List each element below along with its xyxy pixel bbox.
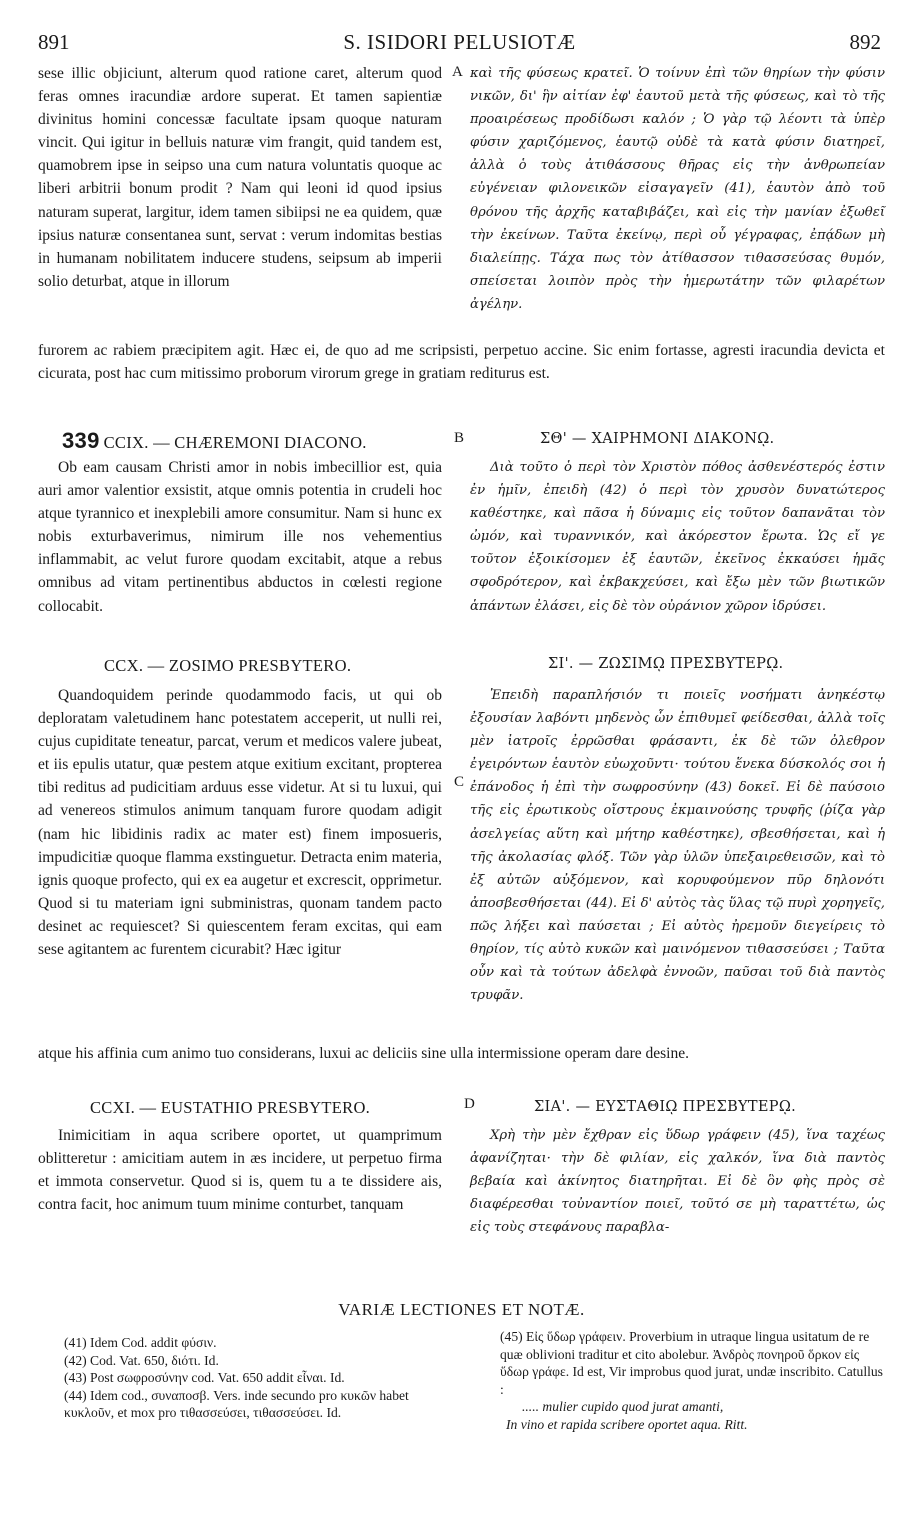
- letter-ccix-greek-text: Διὰ τοῦτο ὁ περὶ τὸν Χριστὸν πόθος ἀσθενέστερός ἐστιν ἐν ἡμῖν, ἐπειδὴ (42) ὁ περὶ τὸν χρυσὸν δυνατώτερος καθέστηκε, καὶ πᾶσα ἡ δύναμις εἰς τοῦτον δαπανᾶται τὸν ὠμόν, καὶ τυραννικόν, καὶ ἀκόρεστον ἔρωτα. Ὡς εἴ γε τοῦτον ἐξοικίσομεν ἐξ ἑαυτῶν, ἐκεῖνος ἐκκαύσει ἡμᾶς σφοδρότερον, καὶ ἐκβακχεύσει, καὶ ἔξω μὲν τῶν βιωτικῶν ἁπάντων ἐλάσει, εἰς δὲ τὸν οὐράνιον χῶρον ἱδρύσει.: [470, 460, 885, 614]
- margin-marker-a: A: [452, 64, 463, 80]
- note-45-quote-line-2: In vino et rapida scribere oportet aqua. Ritt.: [506, 1416, 748, 1432]
- letter-ccix-greek: [470, 456, 885, 618]
- notes-left-column: [64, 1334, 456, 1422]
- running-head: [38, 30, 881, 60]
- note-44: (44) Idem cod., συναποσβ. Vers. inde secundo pro κυκῶν habet κυκλοῦν, et mox pro τιθασσεύσει, τιθασσεύσει. Id.: [64, 1387, 409, 1420]
- column-number: 339: [62, 428, 100, 453]
- note-41: (41) Idem Cod. addit φύσιν.: [64, 1335, 217, 1350]
- letter-ccx-greek-title: ΣΙ'. — ΖΩΣΙΜῼ ΠΡΕΣΒΥΤΕΡῼ.: [548, 656, 784, 672]
- note-45: (45) Εἰς ὕδωρ γράφειν. Proverbium in utraque lingua usitatum de re quæ oblivioni traditur et cito abolebur. Ἀνδρὸς πονηροῦ ὅρκον εἰς ὕδωρ γράφε. Id est, Vir improbus quod jurat, undæ inscribito. Catullus :: [500, 1329, 883, 1397]
- note-45-quote-line-1: ..... mulier cupido quod jurat amanti,: [522, 1399, 724, 1414]
- letter-ccxi-latin-title: CCXI. — EUSTATHIO PRESBYTERO.: [90, 1098, 371, 1117]
- running-title: S. ISIDORI PELUSIOTÆ: [343, 30, 576, 54]
- page-number-right: 892: [849, 30, 881, 54]
- letter-ccx-latin-title: CCX. — ZOSIMO PRESBYTERO.: [104, 656, 352, 675]
- letter-ccx-greek-text: Ἐπειδὴ παραπλήσιόν τι ποιεῖς νοσήματι ἀνηκέστῳ ἐξουσίαν λαβόντι μηδενὸς ὧν ἐπιθυμεῖ φείδεσθαι, ἀλλὰ τοῖς μὲν ἰατροῖς ἐρρῶσθαι φράσαντι, ἐκ δὲ τῶν ὀλεθρον ἐγειρόντων ἑαυτὸν εὐωχοῦντι· τούτου ἕνεκα δύσκολός σοι ἡ ἐπάνοδος ἡ ἐπὶ τὴν σωφροσύνην (43) δοκεῖ. Εἰ δὲ παύσοιο τῆς εἰς ἐρωτικοὺς οἴστρους ἐκμαινούσης τρυφῆς (ῥίζα γὰρ ἀσελγείας αὕτη καὶ μήτηρ καθέστηκε), σβεσθήσεται, καὶ ἡ τῆς ἀκολασίας φλόξ. Τῶν γὰρ ὑλῶν ὑπεξαιρεθεισῶν, καὶ τὸ ἐξ αὐτῶν αὐξόμενον, καὶ κορυφούμενον πῦρ δηλονότι ἀποσβεσθήσεται (44). Εἰ δ' αὐτὸς τὰς ὕλας τῷ πυρὶ χορηγεῖς, πῶς λήξει καὶ παύσεται ; Εἰ αὐτὸς ἠρεμοῦν διεγείρεις τὸ θηρίον, τίς αὐτὸ κυκῶν καὶ μαινόμενον τιθασσεύσει ; Ταῦτα οὖν καὶ τὰ τούτων ἀδελφὰ ἐννοῶν, παῦσαι τοῦ διὰ παντὸς τρυφᾶν.: [470, 688, 885, 1004]
- letter-ccix-latin-text: Ob eam causam Christi amor in nobis imbecillior est, quia auri amor valentior exsistit, atque omnis potentia in crudeli hoc atque tyrannico et inexplebili amore consumitur. Nam si hunc ex nobis exturbaverimus, nimirum ille nos vehementius inflammabit, ac velut furore quodam excitabit, atque a rebus omnibus ad vitam pertinentibus abductos in cœlesti regione collocabit.: [38, 459, 442, 615]
- note-43: (43) Post σωφροσύνην cod. Vat. 650 addit εἶναι. Id.: [64, 1370, 345, 1385]
- letter-ccxi-latin-text: Inimicitiam in aqua scribere oportet, ut quamprimum oblitteretur : amicitiam autem in æs incidere, ut perpetuo firma et immota conservetur. Quod si is, quem tu a te dissidere ais, contra facit, hoc animum tuum minime conturbet, tanquam: [38, 1127, 442, 1214]
- top-greek-column: [470, 62, 885, 316]
- notes-title: VARIÆ LECTIONES ET NOTÆ.: [338, 1300, 585, 1319]
- letter-ccx-latin-text: Quandoquidem perinde quodammodo facis, ut qui ob deploratam valetudinem hanc potestatem acceperit, ut nulli rei, cujus cupiditate teneatur, parcat, verum et medicos valere jubeat, et iis epulis utatur, quæ pestem atque exitium excitant, proptereа tibi reditus ad pudicitiam arduus esse videtur. At si tu luxui, qui ad venereos stimulos animum tanquam furore quodam adigit (nam hic libidinis radix ac mater est) finem imposueris, impudicitiæ quoque flamma exstinguetur. Detracta enim materia, ignis quoque profecto, qui ex ea augetur et excrescit, opprimetur. Quod si tu materiam igni subministras, quonam tandem pacto desinet ac requiescet? Si quiescentem feram excitas, qui eam sese agitantem ac furentem cicurabit? Hæc igitur: [38, 687, 442, 959]
- margin-marker-b: B: [454, 430, 465, 446]
- letter-ccix-latin: [38, 456, 442, 618]
- letter-ccix-greek-title: ΣΘ' — ΧΑΙΡΗΜΟΝΙ ΔΙΑΚΟΝῼ.: [540, 431, 775, 447]
- letter-ccx-greek: [470, 684, 885, 1007]
- top-latin-full-text: furorem ac rabiem præcipitem agit. Hæc ei, de quo ad me scripsisti, perpetuo accine. Sic enim fortasse, agresti iracundia devicta et cicurata, post hac cum mitissimo proborum virorum grege in gratiam rediturus est.: [38, 342, 885, 383]
- note-42: (42) Cod. Vat. 650, διότι. Id.: [64, 1352, 219, 1368]
- letter-ccxi-latin: [38, 1124, 442, 1216]
- letter-ccx-full-width: [38, 1042, 885, 1065]
- top-greek-text: καὶ τῆς φύσεως κρατεῖ. Ὁ τοίνυν ἐπὶ τῶν θηρίων τὴν φύσιν νικῶν, δι' ἣν αἰτίαν ἐφ' ἑαυτοῦ μετὰ τῆς φύσεως, καὶ τὸ τῆς προαιρέσεως προδίδωσι καλόν ; Ὁ γὰρ τῷ λέοντι τὰ ὑπὲρ φύσιν χαριζόμενος, ἑαυτῷ οὐδὲ τὰ κατὰ φύσιν διατηρεῖ, ἀλλὰ ὁ τοὺς ἀτιθάσσους θῆρας εἰς τὴν ἀνθρωπείαν εὐγένειαν φιλονεικῶν εἰσαγαγεῖν (41), ἑαυτὸν ἀπὸ τοῦ θρόνου τῆς ἀρχῆς καταβιβάζει, καὶ εἰς τὴν μανίαν ἐξωθεῖ τὴν ἐκείνων. Ταῦτα ἐκείνῳ, περὶ οὗ γέγραφας, ἐπᾴδων μὴ διαλείπῃς. Τάχα πως τὸν ἀτίθασσον τιθασσεύσας θυμόν, σπείσεται λοιπὸν πρὸς τὴν ἡμερωτάτην τῶν φιλαρέτων ἀγέλην.: [470, 66, 885, 312]
- margin-marker-c: C: [454, 774, 465, 790]
- letter-ccx-latin-full-text: atque his affinia cum animo tuo considerans, luxui ac deliciis sine ulla intermissione operam dare desine.: [38, 1045, 689, 1062]
- margin-marker-d: D: [464, 1096, 475, 1112]
- letter-ccix-latin-title-text: CCIX. — CHÆREMONI DIACONO.: [103, 433, 367, 452]
- top-latin-text: sese illic objiciunt, alterum quod ratione caret, alterum quod feras omnes iracundiæ ardore superat. Et tamen sapientiæ divinitus homini concessæ facultate ipsam quoque naturam vincit. Qui igitur in belluis naturæ vim frangit, quid tandem est, quamobrem ipse in seipso una cum natura voluntatis quoque ac liberi arbitrii bonum prodit ? Nam qui leoni id quod ipsius naturam superat, largitur, idem tamen sibiipsi ne ea quidem, quæ ipsius naturæ consentanea sunt, servat : verum indomitas bestias in humanam nobilitatem inducere studens, seipsum ab imperii solio deturbat, atque in illorum: [38, 65, 442, 290]
- letter-ccx-latin: [38, 684, 442, 961]
- top-full-width-text: [38, 339, 885, 385]
- letter-ccxi-greek: [470, 1124, 885, 1239]
- notes-right-column: [500, 1328, 888, 1433]
- page-number-left: 891: [38, 30, 70, 54]
- letter-ccxi-greek-text: Χρὴ τὴν μὲν ἔχθραν εἰς ὕδωρ γράφειν (45), ἵνα ταχέως ἀφανίζηται· τὴν δὲ φιλίαν, εἰς χαλκόν, ἵνα διὰ παντὸς βεβαία καὶ ἀκίνητος διατηρῆται. Εἰ δὲ ὃν φὴς πρὸς σὲ διαφέρεσθαι τοὐναντίον ποιεῖ, τοῦτό σε μὴ ταραττέτω, ὡς εἰς τοὺς στεφάνους παραβλα-: [470, 1128, 885, 1236]
- top-latin-column: [38, 62, 442, 293]
- letter-ccix-latin-title: [62, 428, 367, 454]
- letter-ccxi-greek-title: ΣΙΑ'. — ΕΥΣΤΑΘΙῼ ΠΡΕΣΒΥΤΕΡῼ.: [534, 1099, 797, 1115]
